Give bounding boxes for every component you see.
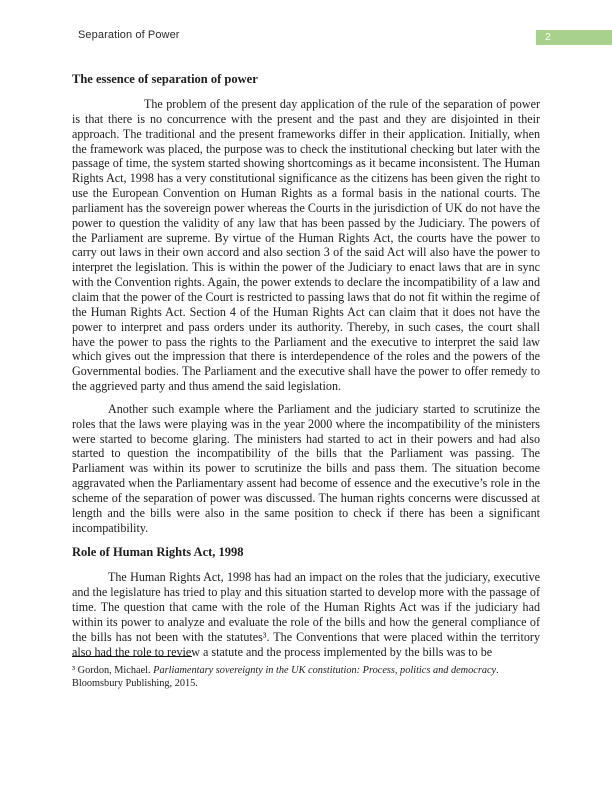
paragraph-hra-impact: The Human Rights Act, 1998 has had an impact on the roles that the judiciary, executive and the legislature has tried to play and this situation started to develop more with the passage of time. The question that came with the role of the Human Rights Act was if the judiciary had within its power to analyze and evaluate the role of the bills and how the general compliance of the bills has not been with the statutes³. The Conventions that were placed within the territory also had the role to review a statute and the process implemented by the bills was to be xyxy=(72,570,540,659)
section-heading-role-of-hra-1998: Role of Human Rights Act, 1998 xyxy=(72,545,244,560)
page-number: 2 xyxy=(545,31,551,43)
footnote-citation-title: Parliamentary sovereignty in the UK constitution: Process, politics and democracy xyxy=(153,665,497,676)
footnote-separator-rule xyxy=(72,656,192,657)
running-header xyxy=(0,28,612,46)
paragraph-parliament-judiciary-scrutiny: Another such example where the Parliament and the judiciary started to scrutinize the roles that the laws were playing was in the year 2000 where the incompatibility of the ministers were started to become glaring. The ministers had started to act in their powers and had also started to question the incompatibility of the bills that the Parliament was passing. The Parliament was within its power to scrutinize the bills and pass them. The situation become aggravated when the Parliamentary assent had become of essence and the executive’s role in the scheme of the separation of power was discussed. The human rights concerns were discussed at length and the bills were also in the same position to check if there has been a significant incompatibility. xyxy=(72,401,540,535)
footnote-citation-publisher: . Bloomsbury Publishing, 2015. xyxy=(72,665,499,690)
header-title: Separation of Power xyxy=(78,29,180,41)
page-number-badge xyxy=(536,30,612,45)
section-heading-essence-of-separation: The essence of separation of power xyxy=(72,72,258,86)
footnote-citation xyxy=(72,664,540,690)
footnote-section xyxy=(72,656,540,690)
footnote-citation-author: ³ Gordon, Michael. xyxy=(72,665,154,676)
paragraph-separation-of-power-overview: The problem of the present day application of the rule of the separation of power is that there is no concurrence with the present and the past and they are disjointed in their approach. The traditional and the present frameworks differ in their application. Initially, when the framework was placed, the purpose was to check the institutional checking but later with the passage of time, the system started showing shortcomings as it became inconsistent. The Human Rights Act, 1998 has a very constitutional significance as the citizens has been given the right to use the European Convention on Human Rights as a formal basis in the national courts. The parliament has the sovereign power whereas the Courts in the jurisdiction of UK do not have the power to question the validity of any law that has been passed by the Judiciary. The powers of the Parliament are supreme. By virtue of the Human Rights Act, the courts have the power to carry out laws in their own accord and also section 3 of the said Act will also have the power to interpret the legislation. This is within the power of the Judiciary to enact laws that are in sync with the Convention rights. Again, the power extends to declare the incompatibility of a law and claim that the power of the Court is restricted to passing laws that do not fit within the regime of the Human Rights Act. Section 4 of the Human Rights Act can claim that it does not have the power to interpret and pass orders under its authority. Thereby, in such cases, the court shall have the power to pass the rights to the Parliament and the executive to interpret the said law which gives out the impression that there is interdependence of the roles and the powers of the Governmental bodies. The Parliament and the executive shall have the power to offer remedy to the aggrieved party and thus amend the said legislation. xyxy=(72,97,540,394)
document-body xyxy=(72,72,540,668)
